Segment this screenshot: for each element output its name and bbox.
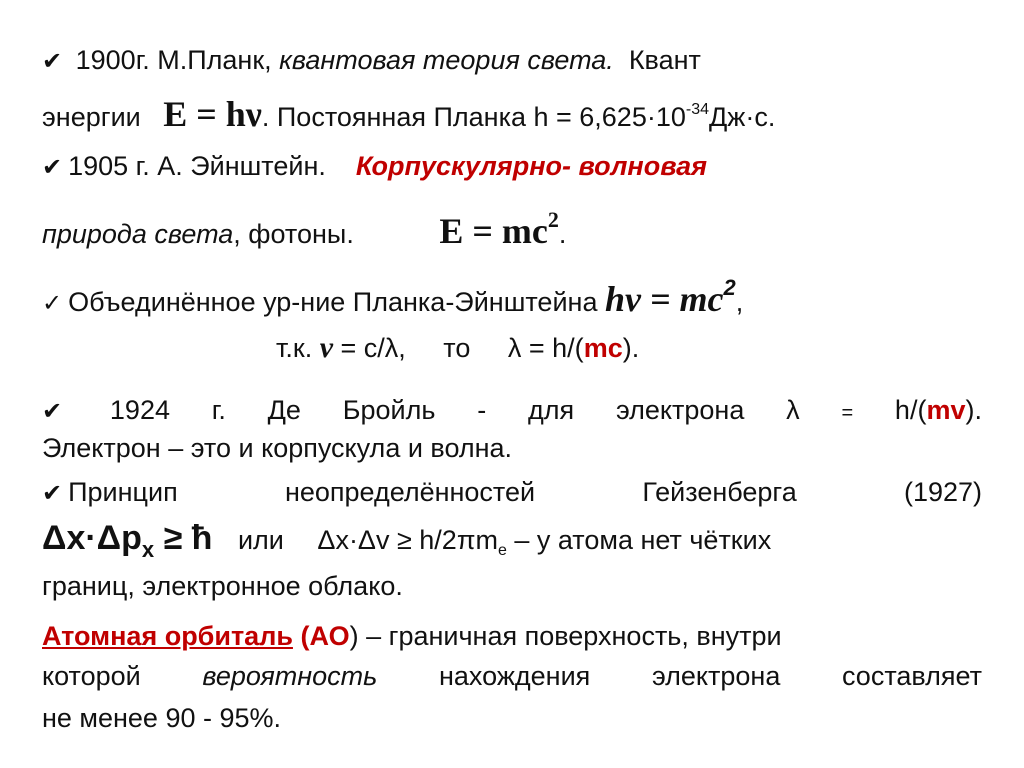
p5-line1 <box>42 476 982 509</box>
p3-comma: , <box>735 287 744 317</box>
p4-line1 <box>42 394 982 429</box>
p4-mv: mv <box>926 395 966 425</box>
p3-mc: mc <box>583 333 623 363</box>
p5-line2 <box>42 519 982 567</box>
p1-text-d: энергии <box>42 102 141 132</box>
p6-word: электрона <box>651 661 781 691</box>
p5-word: Гейзенберга <box>642 477 797 507</box>
formula-unified-exp: 2 <box>723 275 736 300</box>
p3-text-c: = c/λ, то λ = h/( <box>333 333 584 363</box>
p2-dot: . <box>558 219 567 249</box>
formula-unified: hν = mc <box>604 279 724 319</box>
p1-line2 <box>42 94 982 133</box>
formula-heisenberg-sub: x <box>141 537 155 562</box>
checkmark-icon: ✔ <box>42 479 63 507</box>
p2-line2 <box>42 204 982 250</box>
checkmark-icon: ✔ <box>42 397 63 425</box>
p3-text-b: т.к. <box>276 333 320 363</box>
p4-word: электрона <box>615 395 745 425</box>
formula-einstein-exp: 2 <box>547 207 559 232</box>
p2-text-a: 1905 г. А. Эйнштейн. <box>68 151 326 181</box>
p1-text-a: 1900г. М.Планк, <box>75 45 280 75</box>
p6-word: которой <box>42 661 141 691</box>
p5-word-a: Принцип <box>68 477 178 507</box>
formula-einstein: E = mc <box>439 211 548 251</box>
p5-text-f: – у атома нет чётких <box>506 525 772 555</box>
p5-or: или <box>237 525 284 555</box>
p5-text-line3: границ, электронное облако. <box>42 571 403 601</box>
p5-word: неопределённостей <box>284 477 536 507</box>
checkmark-icon: ✔ <box>42 153 63 181</box>
p6-word-probability: вероятность <box>202 661 378 691</box>
p4-word: 1924 <box>109 395 170 425</box>
p6-line1 <box>42 620 982 652</box>
p6-word: нахождения <box>438 661 591 691</box>
p5-word-first <box>42 476 178 509</box>
p6-line2 <box>42 660 982 692</box>
nu-symbol: ν <box>319 331 334 364</box>
p4-word: Бройль <box>342 395 436 425</box>
term-ao-abbr: (АО <box>300 621 350 651</box>
p4-formula <box>895 394 982 426</box>
p6-line3 <box>42 702 982 734</box>
p4-text-line2: Электрон – это и корпускула и волна. <box>42 433 513 463</box>
p4-formula-close: ). <box>965 395 982 425</box>
p1-exponent: -34 <box>685 101 709 118</box>
p2-text-d: , фотоны. <box>233 219 354 249</box>
p5-line3 <box>42 570 982 602</box>
p2-text-c: природа света <box>42 219 234 249</box>
p4-word: Де <box>267 395 301 425</box>
p3-line2 <box>276 332 876 364</box>
formula-heisenberg: Δx·Δp <box>42 519 142 557</box>
p1-text-e: . Постоянная Планка h = 6,625·10 <box>261 102 686 132</box>
p2-highlight: Корпускулярно- волновая <box>355 151 708 181</box>
p5-text-e-sub: e <box>497 542 507 559</box>
formula-heisenberg-end: ≥ ħ <box>154 519 213 557</box>
checkmark-icon: ✔ <box>42 47 63 75</box>
p4-formula-open: h/( <box>894 395 927 425</box>
p5-text-e: Δx·Δv ≥ h/2πm <box>317 525 498 555</box>
formula-planck: E = hν <box>163 94 262 134</box>
p6-text-a: ) – граничная поверхность, внутри <box>349 621 782 651</box>
p2-line1 <box>42 150 982 183</box>
p3-text-a: Объединённое ур-ние Планка-Эйнштейна <box>68 287 605 317</box>
p1-text-c: Квант <box>628 45 701 75</box>
checkmark-icon: ✓ <box>42 289 63 317</box>
p5-word: (1927) <box>903 477 982 507</box>
p3-text-d: ). <box>622 333 640 363</box>
p4-line2 <box>42 432 982 464</box>
term-atomic-orbital: Атомная орбиталь <box>42 621 293 651</box>
p3-line1 <box>42 272 982 319</box>
p1-text-b: квантовая теория света. <box>279 45 614 75</box>
p1-text-f: Дж·с. <box>709 102 776 132</box>
p1-line1 <box>42 44 982 77</box>
p6-word: составляет <box>842 661 982 691</box>
p4-word: г. <box>211 395 226 425</box>
p6-text-c: не менее 90 - 95%. <box>42 703 282 733</box>
p4-word: - <box>477 395 487 425</box>
p4-word: для <box>528 395 575 425</box>
p4-word: λ <box>786 395 800 425</box>
p4-word: = <box>841 402 854 424</box>
